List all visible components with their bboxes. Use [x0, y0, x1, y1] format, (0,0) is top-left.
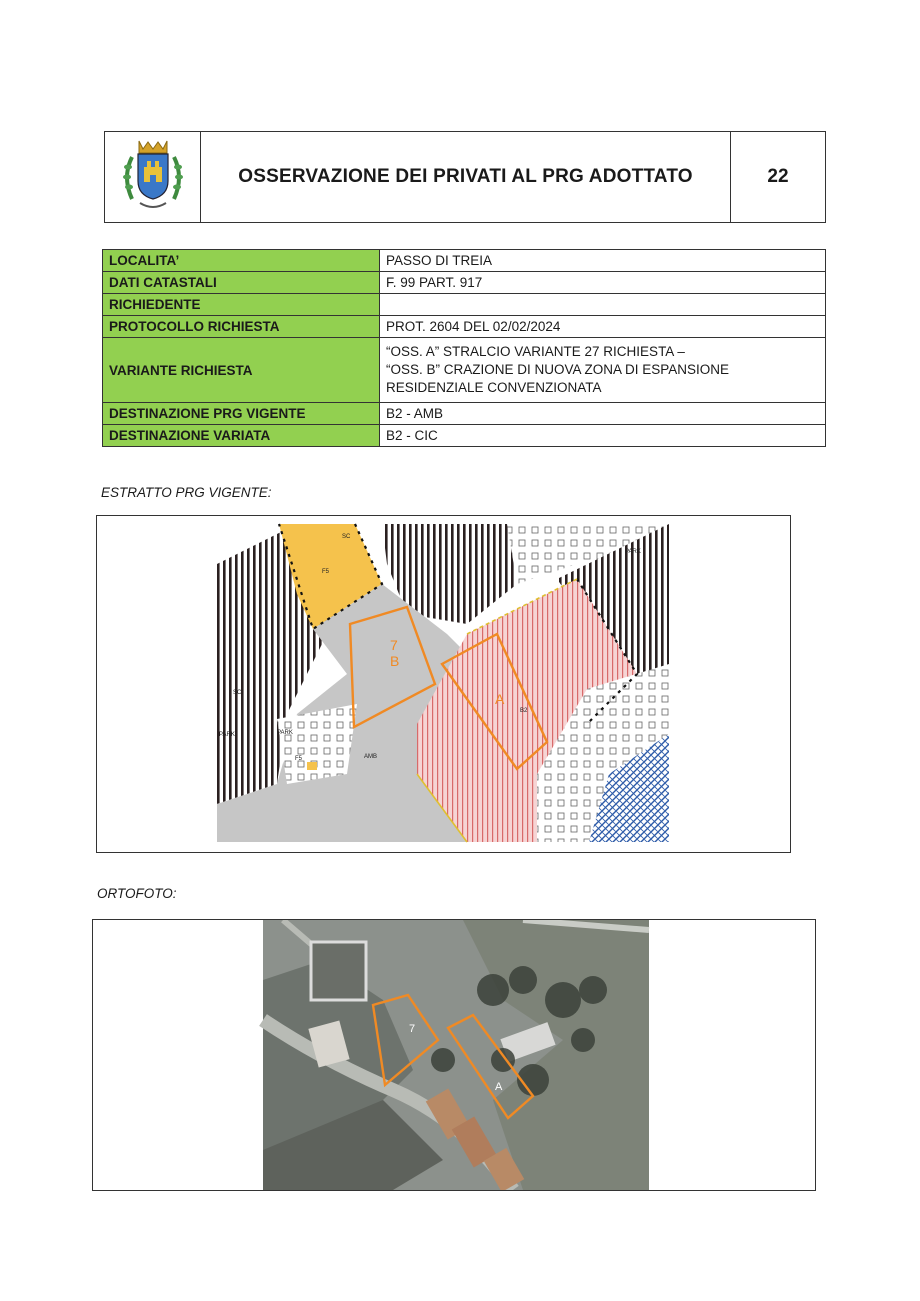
- row-label: DESTINAZIONE PRG VIGENTE: [103, 403, 380, 425]
- table-row: [103, 425, 826, 447]
- map-label: PARK: [625, 549, 641, 555]
- prg-map-frame: [96, 515, 791, 853]
- map-label: PARK: [277, 730, 293, 736]
- map-label: F5: [295, 756, 303, 762]
- row-value: F. 99 PART. 917: [380, 272, 826, 294]
- row-value: PASSO DI TREIA: [380, 250, 826, 272]
- map-label: 7: [390, 637, 398, 653]
- ortho-frame: [92, 919, 816, 1191]
- map-label: B: [390, 653, 400, 669]
- info-table: [102, 249, 826, 447]
- photo-label: A: [495, 1081, 503, 1093]
- table-row: [103, 316, 826, 338]
- prg-caption: ESTRATTO PRG VIGENTE:: [101, 485, 272, 500]
- header-box: [104, 131, 826, 223]
- crest-icon: [118, 137, 188, 217]
- table-row: [103, 272, 826, 294]
- row-label: VARIANTE RICHIESTA: [103, 338, 380, 403]
- ortho-photo: [93, 920, 815, 1190]
- row-label: PROTOCOLLO RICHIESTA: [103, 316, 380, 338]
- map-label: PARK: [219, 732, 235, 738]
- row-value: PROT. 2604 DEL 02/02/2024: [380, 316, 826, 338]
- map-label: SC: [342, 534, 351, 540]
- map-label: AMB: [364, 754, 378, 760]
- row-value: [380, 338, 826, 403]
- row-label: RICHIEDENTE: [103, 294, 380, 316]
- photo-label: 7: [409, 1023, 416, 1035]
- table-row: [103, 403, 826, 425]
- table-row: [103, 250, 826, 272]
- row-value: B2 - AMB: [380, 403, 826, 425]
- map-label: SC: [233, 690, 242, 696]
- map-label: A: [495, 691, 505, 707]
- map-label: B2: [520, 708, 528, 714]
- table-row: [103, 294, 826, 316]
- ortho-caption: ORTOFOTO:: [97, 886, 177, 901]
- value-line: “OSS. B” CRAZIONE DI NUOVA ZONA DI ESPANSIONE: [386, 362, 730, 377]
- value-line: “OSS. A” STRALCIO VARIANTE 27 RICHIESTA –: [386, 344, 685, 359]
- map-label: F5: [322, 569, 330, 575]
- row-label: LOCALITA’: [103, 250, 380, 272]
- row-value: B2 - CIC: [380, 425, 826, 447]
- coat-of-arms-logo: [105, 132, 201, 222]
- row-label: DATI CATASTALI: [103, 272, 380, 294]
- table-row: [103, 338, 826, 403]
- document-title: OSSERVAZIONE DEI PRIVATI AL PRG ADOTTATO: [201, 132, 731, 222]
- observation-number: 22: [767, 166, 789, 187]
- prg-map: [97, 516, 790, 852]
- row-label: DESTINAZIONE VARIATA: [103, 425, 380, 447]
- value-line: RESIDENZIALE CONVENZIONATA: [386, 380, 602, 395]
- row-value: [380, 294, 826, 316]
